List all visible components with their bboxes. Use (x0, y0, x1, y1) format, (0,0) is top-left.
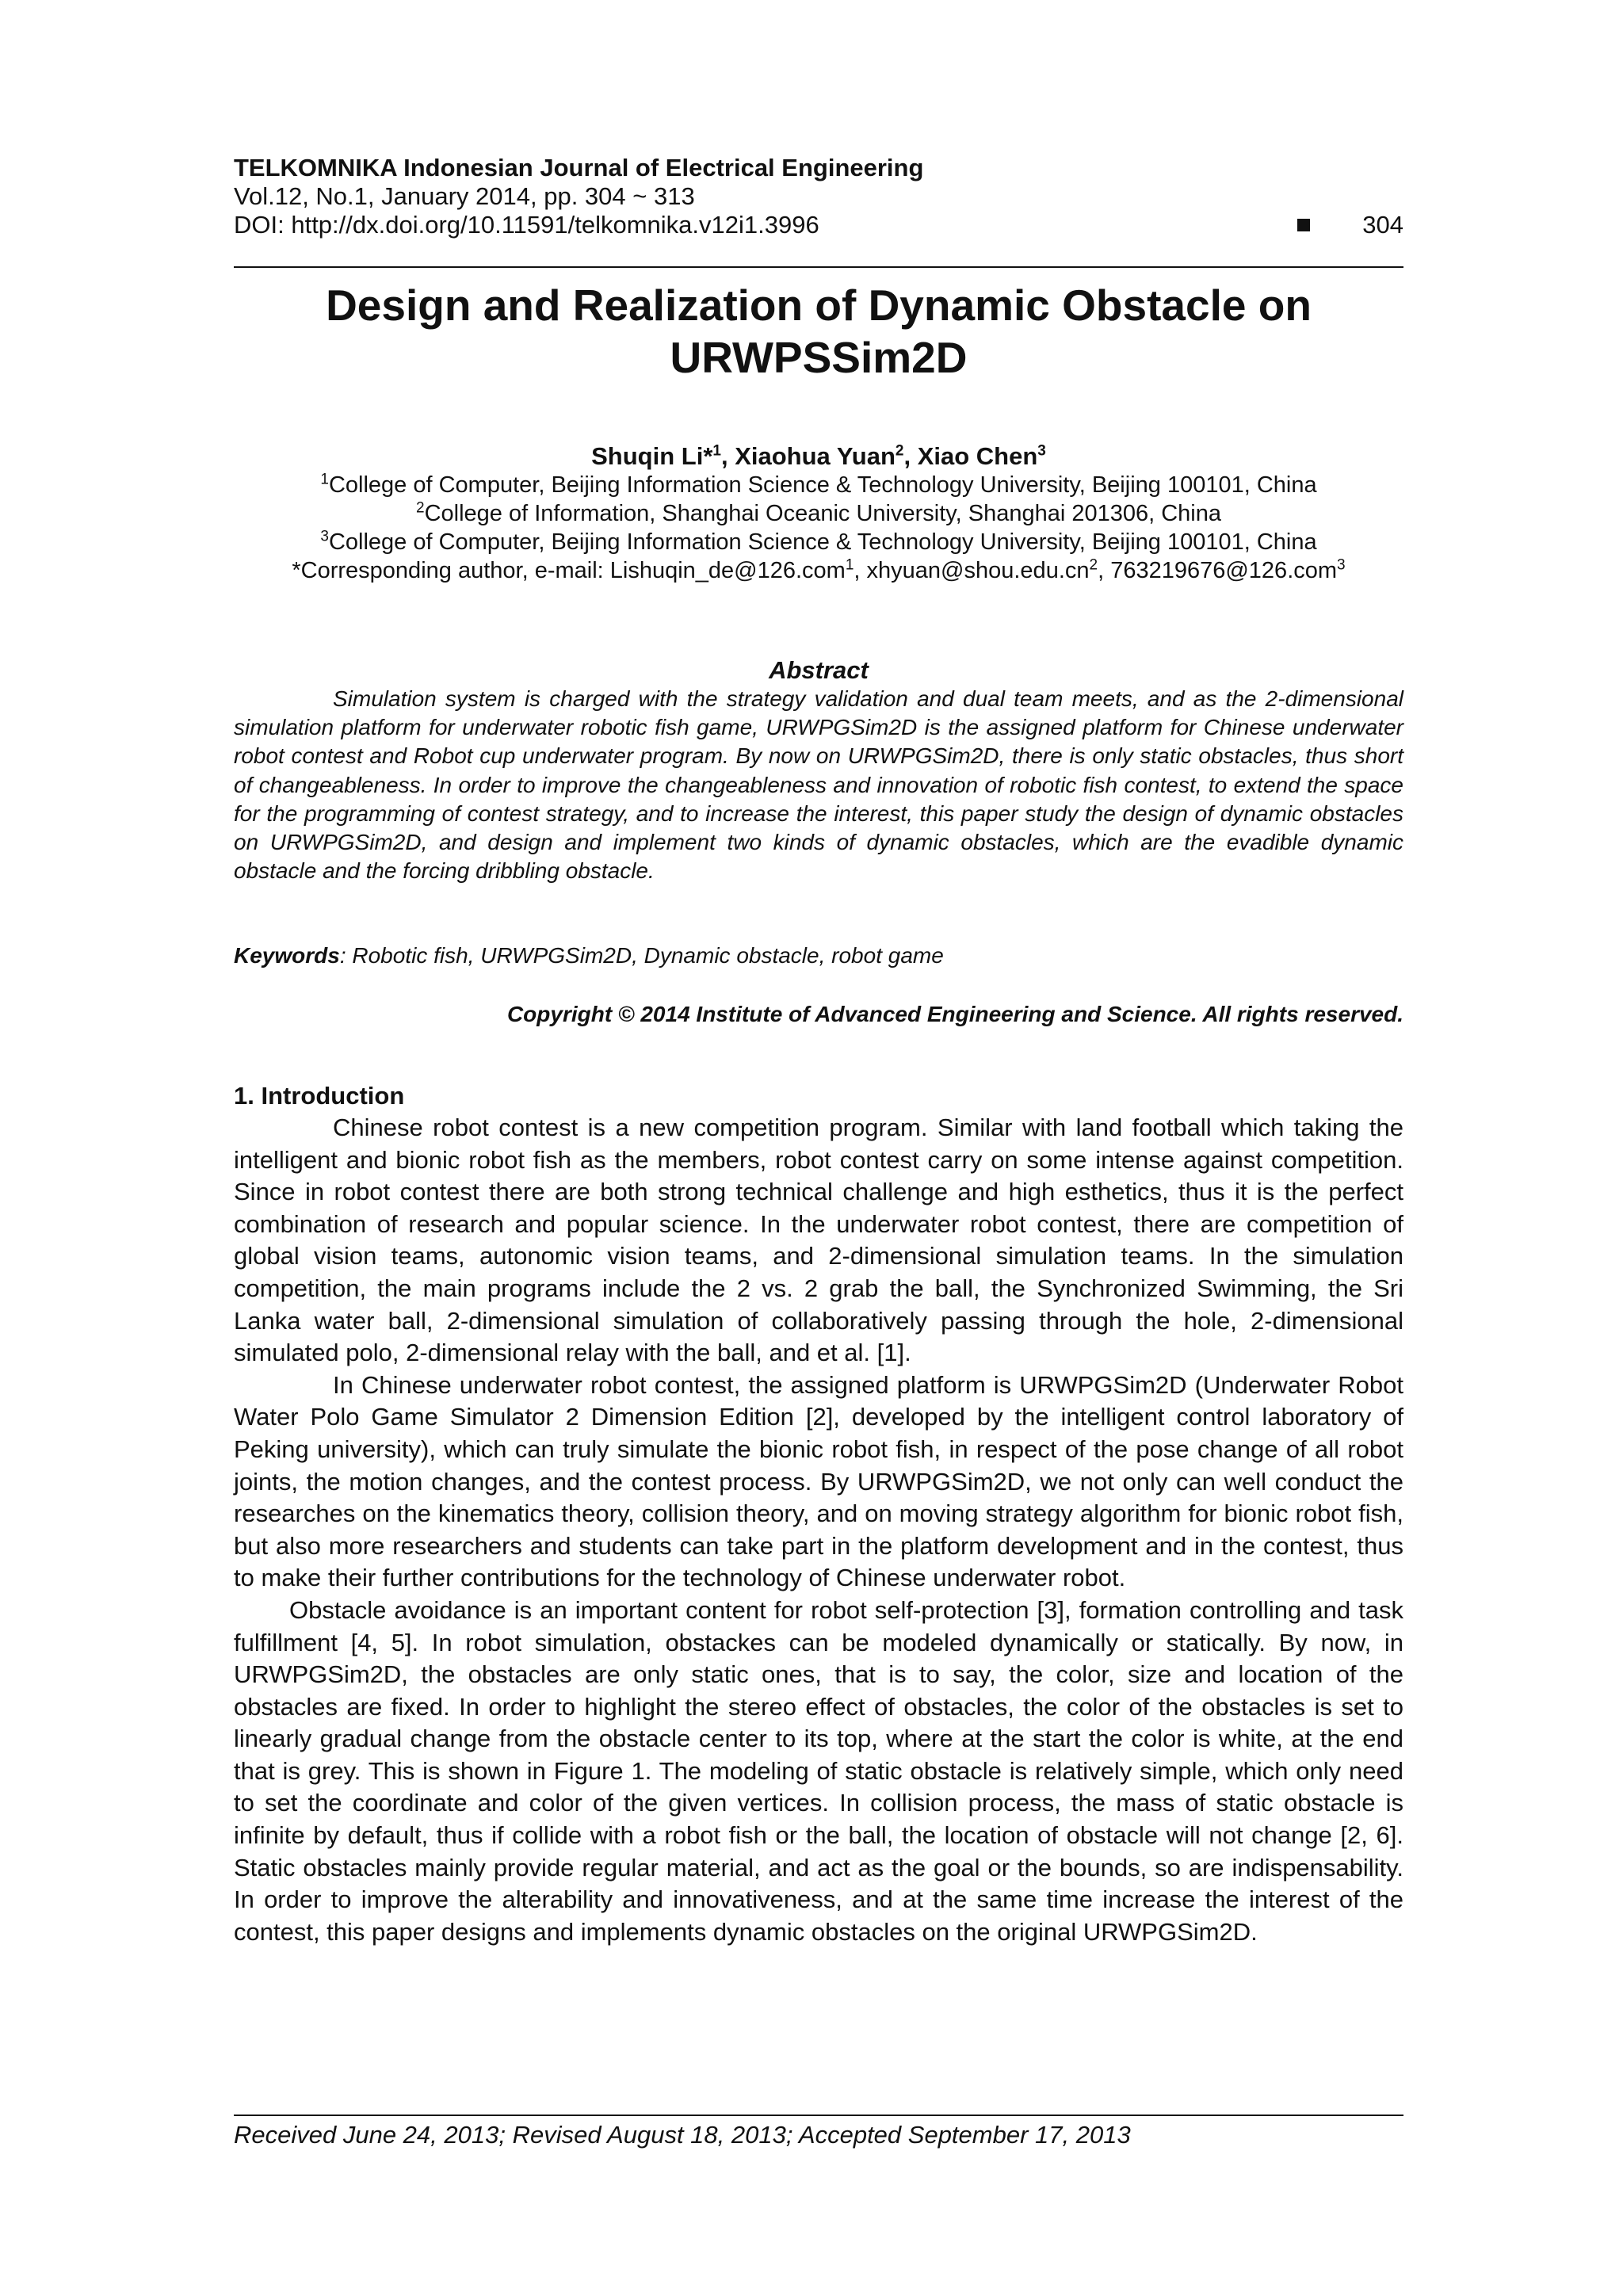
corresponding-author (234, 556, 1403, 585)
journal-name: TELKOMNIKA Indonesian Journal of Electrical Engineering (234, 154, 924, 181)
abstract-body (234, 685, 1403, 885)
corr-sup-3: 3 (1337, 556, 1346, 574)
title-line-2: URWPSSim2D (670, 333, 968, 382)
abstract-heading: Abstract (769, 656, 869, 684)
doi-link[interactable]: DOI: http://dx.doi.org/10.11591/telkomnika.v12i1.3996 (234, 211, 819, 239)
header-rule (234, 266, 1403, 268)
affiliation-2-sup: 2 (416, 499, 425, 517)
section-heading-introduction: 1. Introduction (234, 1082, 405, 1110)
footer-rule (234, 2115, 1403, 2116)
author-block (234, 442, 1403, 585)
affiliation-2-text: College of Information, Shanghai Oceanic University, Shanghai 201306, China (424, 501, 1221, 526)
author-3: , Xiao Chen (903, 442, 1038, 470)
introduction-body (234, 1112, 1403, 1948)
paragraph-2: In Chinese underwater robot contest, the assigned platform is URWPGSim2D (Underwater Robot Water Polo Game Simulator 2 Dimension Edition [2], developed by the intelligent control laboratory of Peking university), which can truly simulate the bionic robot fish, in respect of the pose change of all robot joints, the motion changes, and the contest process. By URWPGSim2D, we not only can well conduct the researches on the kinematics theory, collision theory, and on moving strategy algorithm for bionic robot fish, but also more researchers and students can take part in the platform development and in the contest, thus to make their further contributions for the technology of Chinese underwater robot. (234, 1370, 1403, 1592)
author-1: Shuqin Li* (591, 442, 713, 470)
square-bullet-icon (1297, 219, 1310, 231)
keywords (234, 942, 1403, 970)
affiliation-3-text: College of Computer, Beijing Information Science & Technology University, Beijing 100101, China (328, 529, 1317, 555)
affiliation-3 (234, 528, 1403, 556)
author-2-sup: 2 (895, 442, 904, 460)
paragraph-3: Obstacle avoidance is an important content for robot self-protection [3], formation controlling and task fulfillment [4, 5]. In robot simulation, obstackes can be modeled dynamically or statically. By now, in URWPGSim2D, the obstacles are only static ones, that is to say, the color, size and location of the obstacles are fixed. In order to highlight the stereo effect of obstacles, the color of the obstacles is set to linearly gradual change from the obstacle center to its top, where at the start the color is white, at the end that is grey. This is shown in Figure 1. The modeling of static obstacle is relatively simple, which only need to set the coordinate and color of the given vertices. In collision process, the mass of static obstacle is infinite by default, thus if collide with a robot fish or the ball, the location of obstacle will not change [2, 6]. Static obstacles mainly provide regular material, and act as the goal or the bounds, so are indispensability. In order to improve the alterability and innovativeness, and at the same time increase the interest of the contest, this paper designs and implements dynamic obstacles on the original URWPGSim2D. (234, 1595, 1403, 1946)
author-1-sup: 1 (712, 442, 721, 460)
author-3-sup: 3 (1037, 442, 1046, 460)
affiliation-1 (234, 471, 1403, 499)
author-2: , Xiaohua Yuan (720, 442, 896, 470)
running-header (234, 154, 1403, 239)
copyright-notice: Copyright © 2014 Institute of Advanced Engineering and Science. All rights reserved. (506, 1002, 1403, 1026)
paper-page (234, 0, 1403, 2296)
paper-title (234, 279, 1403, 384)
corr-email-2: , xhyuan@shou.edu.cn (854, 558, 1090, 583)
affiliation-1-sup: 1 (320, 471, 329, 488)
keywords-label: Keywords (234, 943, 340, 968)
affiliation-3-sup: 3 (320, 528, 329, 545)
abstract-text: Simulation system is charged with the strategy validation and dual team meets, and as the 2-dimensional simulation platform for underwater robotic fish game, URWPGSim2D is the assigned platform for Chinese underwater robot contest and Robot cup underwater program. By now on URWPGSim2D, there is only static obstacles, thus short of changeableness. In order to improve the changeableness and innovation of robotic fish contest, to extend the space for the programming of contest strategy, and to increase the interest, this paper study the design of dynamic obstacles on URWPGSim2D, and design and implement two kinds of dynamic obstacles, which are the evadible dynamic obstacle and the forcing dribbling obstacle. (234, 686, 1403, 884)
affiliation-2 (234, 499, 1403, 528)
volume-info: Vol.12, No.1, January 2014, pp. 304 ~ 313 (234, 182, 695, 210)
paragraph-1: Chinese robot contest is a new competition program. Similar with land football which taking the intelligent and bionic robot fish as the members, robot contest carry on some intense against competition. Since in robot contest there are both strong technical challenge and high esthetics, thus it is the perfect combination of research and popular science. In the underwater robot contest, there are competition of global vision teams, autonomic vision teams, and 2-dimensional simulation teams. In the simulation competition, the main programs include the 2 vs. 2 grab the ball, the Synchronized Swimming, the Sri Lanka water ball, 2-dimensional simulation of collaboratively passing through the hole, 2-dimensional simulated polo, 2-dimensional relay with the ball, and et al. [1]. (234, 1114, 1403, 1367)
received-dates: Received June 24, 2013; Revised August 18, 2013; Accepted September 17, 2013 (234, 2121, 1131, 2149)
title-line-1: Design and Realization of Dynamic Obstacle on (326, 281, 1312, 330)
corr-sup-1: 1 (845, 556, 854, 574)
keywords-text: : Robotic fish, URWPGSim2D, Dynamic obstacle, robot game (339, 943, 944, 968)
corr-email-1: *Corresponding author, e-mail: Lishuqin_de@126.com (292, 558, 846, 583)
corr-sup-2: 2 (1089, 556, 1098, 574)
page-number: 304 (1362, 211, 1403, 239)
author-names (234, 442, 1403, 471)
corr-email-3: , 763219676@126.com (1098, 558, 1338, 583)
affiliation-1-text: College of Computer, Beijing Information Science & Technology University, Beijing 100101, China (328, 472, 1317, 498)
